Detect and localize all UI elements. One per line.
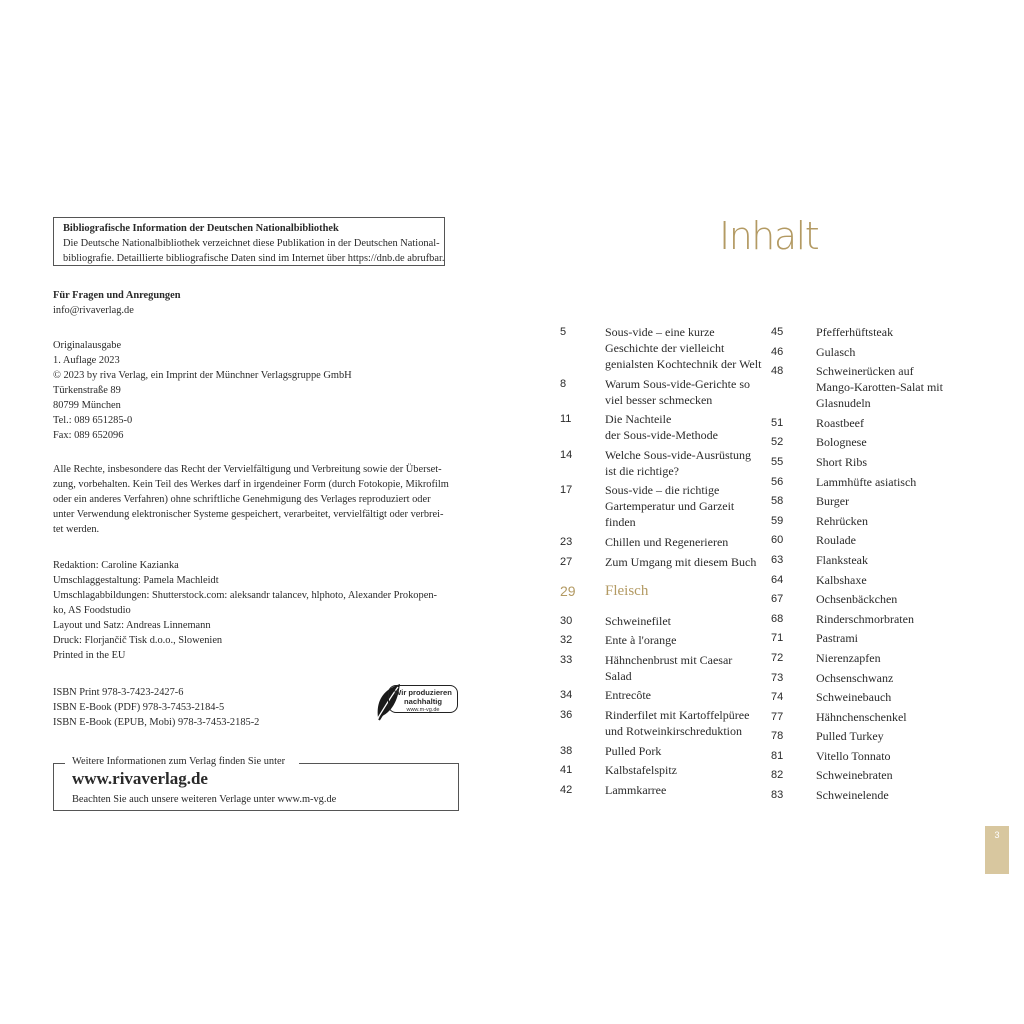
publisher-line: 1. Auflage 2023	[53, 355, 120, 366]
toc-entry[interactable]	[560, 482, 765, 530]
toc-entry-title	[605, 743, 661, 759]
bibliographic-info-line: bibliografie. Detaillierte bibliografische Daten sind im Internet über https://dnb.de abrufbar.	[63, 253, 445, 264]
toc-entry-title	[816, 787, 889, 803]
toc-entry-line: Pastrami	[816, 631, 858, 646]
toc-entry[interactable]	[771, 572, 971, 588]
publisher-line: 80799 München	[53, 400, 121, 411]
contact-block	[53, 288, 181, 318]
publisher-line: Fax: 089 652096	[53, 430, 124, 441]
toc-page-number: 46	[771, 345, 784, 358]
toc-entry[interactable]	[771, 748, 971, 764]
toc-entry[interactable]	[560, 411, 765, 443]
toc-entry-line: Nierenzapfen	[816, 650, 881, 665]
toc-entry-line: Rinderfilet mit Kartoffelpüree	[605, 707, 750, 722]
toc-left-column	[560, 324, 765, 801]
toc-entry-line: Hähnchenschenkel	[816, 709, 907, 724]
toc-entry-line: Roastbeef	[816, 415, 864, 430]
toc-page-number: 64	[771, 573, 784, 586]
toc-entry[interactable]	[560, 632, 765, 648]
toc-entry-title	[816, 689, 891, 705]
toc-section-heading[interactable]	[560, 582, 765, 600]
toc-entry[interactable]	[771, 767, 971, 783]
toc-entry[interactable]	[560, 554, 765, 570]
toc-entry-line: Geschichte der vielleicht	[605, 341, 725, 355]
toc-entry[interactable]	[771, 630, 971, 646]
toc-entry-line: Lammhüfte asiatisch	[816, 474, 917, 489]
toc-entry-line: finden	[605, 515, 636, 530]
website-box-legend: Weitere Informationen zum Verlag finden Sie unter	[72, 756, 286, 767]
toc-entry-title	[816, 363, 943, 411]
toc-entry-line: viel besser schmecken	[605, 392, 713, 407]
website-url[interactable]: www.rivaverlag.de	[72, 769, 208, 788]
publisher-line: Türkenstraße 89	[53, 385, 121, 396]
toc-page-number: 82	[771, 769, 784, 782]
toc-entry-line: Ente à l'orange	[605, 633, 677, 648]
toc-entry[interactable]	[560, 613, 765, 629]
toc-entry[interactable]	[771, 434, 971, 450]
toc-entry-line: Sous-vide – die richtige	[605, 483, 720, 498]
toc-page-number: 11	[560, 413, 572, 426]
toc-entry-title	[816, 474, 916, 490]
toc-page-number: 5	[560, 326, 567, 338]
toc-page-number: 8	[560, 377, 567, 390]
toc-entry-title	[816, 630, 858, 646]
credits-line: Layout und Satz: Andreas Linnemann	[53, 620, 211, 631]
toc-entry-title	[605, 687, 651, 703]
publisher-line: Originalausgabe	[53, 340, 122, 351]
toc-entry-title	[816, 532, 856, 548]
toc-page-number: 29	[560, 582, 576, 599]
toc-entry-line: Lammkarree	[605, 782, 667, 797]
contact-heading: Für Fragen und Anregungen	[53, 290, 181, 301]
toc-page-number: 45	[771, 326, 784, 338]
toc-page-number: 77	[771, 710, 784, 723]
toc-entry-line: Gartemperatur und Garzeit	[605, 499, 735, 514]
toc-entry-line: Bolognese	[816, 435, 867, 450]
toc-page-number: 23	[560, 535, 573, 548]
credits-block	[53, 558, 437, 663]
toc-entry-line: Schweinelende	[816, 788, 889, 803]
toc-entry-title	[605, 482, 734, 530]
toc-entry-line: Entrecôte	[605, 688, 651, 703]
toc-entry-title	[816, 650, 881, 666]
toc-page-number: 32	[560, 634, 573, 647]
rights-notice	[53, 462, 459, 537]
toc-entry[interactable]	[560, 687, 765, 703]
badge-url: www.m-vg.de	[406, 707, 440, 713]
toc-entry[interactable]	[771, 689, 971, 705]
toc-entry-line: Pulled Pork	[605, 743, 662, 758]
toc-entry-title	[605, 447, 751, 479]
toc-title: Inhalt	[719, 214, 819, 258]
toc-page-number: 56	[771, 475, 784, 488]
toc-page-number: 73	[771, 671, 784, 684]
toc-entry-line: Pfefferhüftsteak	[816, 325, 894, 339]
page-number-tab: 3	[985, 826, 1009, 874]
toc-page-number: 81	[771, 749, 784, 762]
toc-entry-line: Hähnchenbrust mit Caesar	[605, 652, 733, 667]
toc-entry-line: Pulled Turkey	[816, 729, 884, 744]
toc-entry[interactable]	[771, 513, 971, 529]
toc-entry-line: Short Ribs	[816, 454, 868, 469]
toc-entry-title	[816, 493, 849, 509]
toc-entry[interactable]	[560, 324, 765, 372]
toc-entry[interactable]	[771, 415, 971, 431]
toc-entry-line: Rehrücken	[816, 513, 868, 528]
toc-entry-title	[816, 670, 893, 686]
toc-entry[interactable]	[771, 552, 971, 568]
toc-page-number: 33	[560, 653, 573, 666]
toc-entry-line: Schweinerücken auf	[816, 364, 914, 379]
toc-entry-line: Warum Sous-vide-Gerichte so	[605, 376, 750, 391]
toc-entry-line: Vitello Tonnato	[816, 748, 891, 763]
toc-entry[interactable]	[560, 707, 765, 739]
toc-entry[interactable]	[560, 652, 765, 684]
toc-entry-line: ist die richtige?	[605, 463, 679, 478]
website-note: Beachten Sie auch unsere weiteren Verlage unter www.m-vg.de	[72, 794, 337, 805]
toc-entry-title	[605, 582, 648, 600]
toc-page-number: 30	[560, 614, 573, 627]
badge-line2: nachhaltig	[404, 697, 442, 706]
toc-page-number: 58	[771, 495, 784, 508]
toc-entry-title	[816, 709, 907, 725]
toc-page-number: 34	[560, 689, 573, 702]
toc-page-number: 48	[771, 365, 784, 378]
toc-entry-line: Fleisch	[605, 582, 649, 599]
toc-entry-title	[605, 652, 732, 684]
toc-page-number: 74	[771, 691, 784, 704]
toc-entry-line: Flanksteak	[816, 552, 868, 567]
toc-page-number: 36	[560, 708, 573, 721]
sustainability-badge	[374, 682, 460, 722]
toc-entry-line: der Sous-vide-Methode	[605, 428, 718, 443]
toc-page-number: 14	[560, 448, 573, 461]
toc-page-number: 68	[771, 612, 784, 625]
toc-entry-line: Ochsenschwanz	[816, 670, 894, 685]
toc-entry-line: Burger	[816, 494, 850, 509]
rights-line: Alle Rechte, insbesondere das Recht der Vervielfältigung und Verbreitung sowie der Überset-	[53, 464, 442, 475]
bibliographic-info-box	[53, 217, 445, 266]
toc-entry[interactable]	[771, 650, 971, 666]
toc-entry-line: genialsten Kochtechnik der Welt	[605, 357, 762, 371]
sustainability-badge-text	[388, 685, 458, 713]
toc-entry-title	[816, 324, 893, 340]
toc-entry[interactable]	[771, 493, 971, 509]
toc-entry[interactable]	[771, 611, 971, 627]
isbn-block	[53, 685, 259, 730]
toc-page-number: 41	[560, 764, 573, 777]
toc-entry[interactable]	[771, 787, 971, 803]
toc-page-number: 38	[560, 744, 573, 757]
toc-page-number: 51	[771, 416, 784, 429]
toc-entry-title	[605, 762, 677, 778]
website-box	[53, 756, 459, 811]
publisher-info	[53, 338, 352, 443]
toc-page-number: 63	[771, 553, 784, 566]
credits-line: Redaktion: Caroline Kazianka	[53, 560, 179, 571]
toc-entry-title	[605, 376, 750, 408]
toc-entry[interactable]	[560, 743, 765, 759]
toc-page-number: 60	[771, 534, 784, 547]
credits-line: Printed in the EU	[53, 650, 126, 661]
credits-line: Umschlaggestaltung: Pamela Machleidt	[53, 575, 219, 586]
toc-entry-title	[605, 632, 676, 648]
toc-entry[interactable]	[771, 474, 971, 490]
toc-entry-title	[816, 415, 864, 431]
toc-entry-title	[816, 728, 884, 744]
toc-entry-title	[605, 534, 728, 550]
toc-page-number: 67	[771, 593, 784, 606]
toc-page-number: 83	[771, 789, 784, 802]
toc-entry-title	[816, 454, 867, 470]
publisher-line: © 2023 by riva Verlag, ein Imprint der Münchner Verlagsgruppe GmbH	[53, 370, 352, 381]
toc-entry-title	[816, 748, 891, 764]
rights-line: unter Verwendung elektronischer Systeme gespeichert, verarbeitet, vervielfältigt oder verbrei-	[53, 509, 444, 520]
toc-entry-title	[816, 591, 897, 607]
toc-entry-line: Salad	[605, 668, 632, 683]
toc-entry-line: Ochsenbäckchen	[816, 592, 898, 607]
contact-email[interactable]: info@rivaverlag.de	[53, 305, 134, 316]
toc-entry[interactable]	[560, 782, 765, 798]
toc-entry-line: Rinderschmorbraten	[816, 611, 914, 626]
isbn-line: ISBN Print 978-3-7423-2427-6	[53, 687, 184, 698]
toc-entry[interactable]	[771, 454, 971, 470]
toc-entry-title	[816, 552, 868, 568]
toc-page-number: 55	[771, 455, 784, 468]
toc-entry-title	[605, 411, 718, 443]
toc-entry-title	[816, 513, 868, 529]
toc-entry[interactable]	[560, 534, 765, 550]
toc-entry[interactable]	[771, 591, 971, 607]
toc-entry-line: Sous-vide – eine kurze	[605, 325, 715, 339]
toc-page-number: 42	[560, 783, 573, 796]
rights-line: oder ein anderes Verfahren) ohne schriftliche Genehmigung des Verlages reproduziert oder	[53, 494, 431, 505]
toc-entry-line: Roulade	[816, 533, 856, 548]
toc-page-number: 52	[771, 436, 784, 449]
badge-line1: Wir produzieren	[394, 688, 452, 697]
toc-entry-line: Gulasch	[816, 344, 856, 359]
toc-entry-line: und Rotweinkirschreduktion	[605, 723, 742, 738]
toc-entry-line: Kalbshaxe	[816, 572, 867, 587]
toc-entry-line: Schweinebauch	[816, 690, 892, 705]
rights-line: zung, vorbehalten. Kein Teil des Werkes darf in irgendeiner Form (durch Fotokopie, Mikrofilm	[53, 479, 449, 490]
isbn-line: ISBN E-Book (EPUB, Mobi) 978-3-7453-2185-2	[53, 717, 260, 728]
toc-entry-line: Schweinefilet	[605, 613, 671, 628]
toc-entry-title	[605, 782, 666, 798]
toc-page-number: 71	[771, 632, 784, 645]
toc-entry-line: Schweinebraten	[816, 768, 893, 783]
toc-entry-title	[605, 613, 671, 629]
toc-page-number: 72	[771, 651, 784, 664]
toc-entry-title	[605, 324, 761, 372]
credits-line: ko, AS Foodstudio	[53, 605, 131, 616]
bibliographic-info-line: Die Deutsche Nationalbibliothek verzeichnet diese Publikation in der Deutschen National-	[63, 238, 440, 249]
toc-entry-line: Welche Sous-vide-Ausrüstung	[605, 447, 752, 462]
toc-entry-line: Kalbstafelspitz	[605, 763, 677, 778]
publisher-line: Tel.: 089 651285-0	[53, 415, 133, 426]
toc-entry-title	[816, 344, 855, 360]
toc-entry[interactable]	[560, 447, 765, 479]
toc-page-number: 27	[560, 555, 573, 568]
toc-entry-line: Die Nachteile	[605, 412, 672, 427]
toc-entry[interactable]	[771, 344, 971, 360]
toc-entry-line: Glasnudeln	[816, 396, 871, 411]
toc-entry[interactable]	[771, 670, 971, 686]
toc-entry-line: Zum Umgang mit diesem Buch	[605, 554, 757, 569]
toc-page-number: 59	[771, 514, 784, 527]
toc-entry[interactable]	[560, 762, 765, 778]
toc-entry[interactable]	[771, 532, 971, 548]
toc-entry[interactable]	[771, 324, 971, 340]
toc-entry-title	[816, 767, 893, 783]
toc-right-column	[771, 324, 971, 807]
toc-entry[interactable]	[560, 376, 765, 408]
toc-entry[interactable]	[771, 728, 971, 744]
toc-entry-line: Mango-Karotten-Salat mit	[816, 380, 943, 395]
toc-entry[interactable]	[771, 363, 971, 411]
toc-entry-title	[816, 572, 867, 588]
toc-page-number: 17	[560, 484, 573, 497]
isbn-line: ISBN E-Book (PDF) 978-3-7453-2184-5	[53, 702, 225, 713]
toc-entry-title	[816, 611, 914, 627]
credits-line: Druck: Florjančič Tisk d.o.o., Slowenien	[53, 635, 223, 646]
toc-page-number: 78	[771, 730, 784, 743]
toc-entry-line: Chillen und Regenerieren	[605, 534, 729, 549]
toc-entry-title	[816, 434, 867, 450]
toc-entry[interactable]	[771, 709, 971, 725]
toc-entry-title	[605, 707, 749, 739]
toc-entry-title	[605, 554, 756, 570]
rights-line: tet werden.	[53, 524, 100, 535]
bibliographic-info-heading: Bibliografische Information der Deutschen Nationalbibliothek	[63, 223, 339, 234]
credits-line: Umschlagabbildungen: Shutterstock.com: aleksandr talancev, hlphoto, Alexander Prokopen-	[53, 590, 437, 601]
